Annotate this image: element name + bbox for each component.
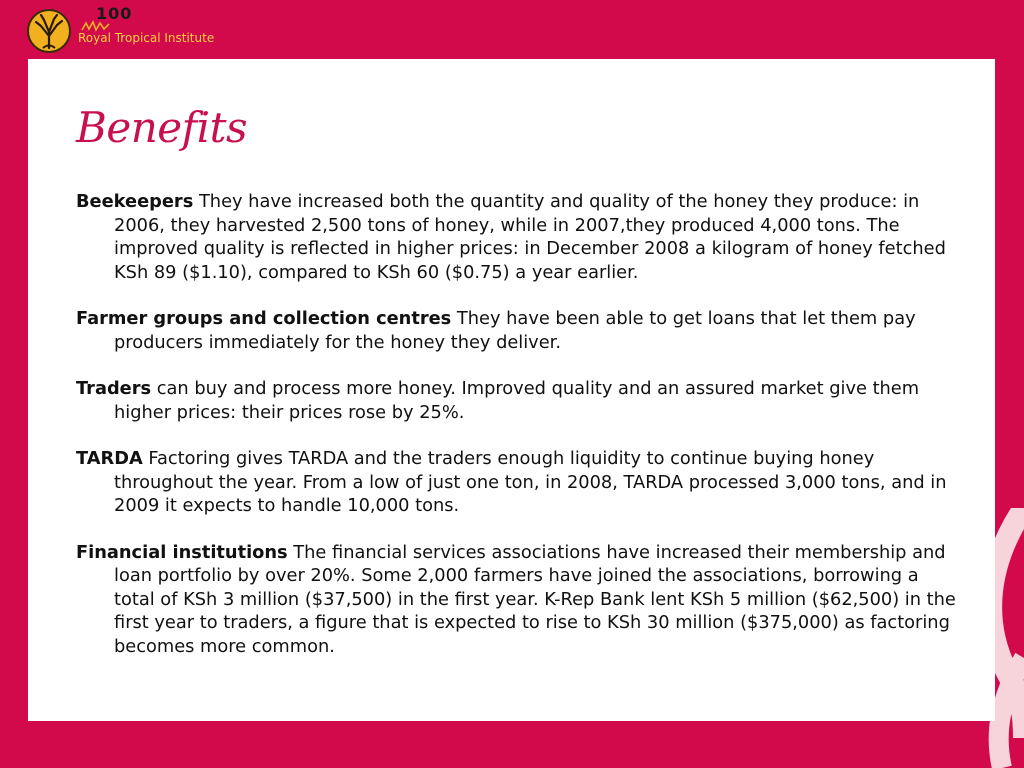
paragraph-heading: Financial institutions [76,541,288,563]
paragraph-tarda [76,447,956,518]
tree-emblem-icon [26,8,72,54]
slide-panel [28,59,995,721]
paragraph-traders [76,377,956,424]
institute-logo [26,6,226,54]
paragraph-heading: Beekeepers [76,191,194,212]
paragraph-beekeepers [76,190,956,284]
paragraph-heading: Traders [76,378,152,399]
paragraph-heading: Farmer groups and collection centres [76,308,452,329]
paragraph-heading: TARDA [76,448,143,469]
slide-title: Benefits [76,103,248,152]
institute-name: Royal Tropical Institute [78,31,215,45]
paragraph-farmer-groups [76,307,956,354]
paragraph-text: They have increased both the quantity and quality of the honey they produce: in 2006, they harvested 2,500 tons of honey, while in 2007,they produced 4,000 tons. The improved quality is reflected in higher prices: in December 2008 a kilogram of honey fetched KSh 89 ($1.10), compared to KSh 60 ($0.75) a year earlier. [114,191,946,283]
paragraph-text: can buy and process more honey. Improved quality and an assured market give them higher prices: their prices rose by 25%. [114,378,920,423]
slide-content [76,190,956,681]
anniversary-mark: 100 [96,4,133,23]
paragraph-text: They have been able to get loans that let them pay producers immediately for the honey they deliver. [114,308,916,353]
paragraph-text: The financial services associations have increased their membership and loan portfolio by over 20%. Some 2,000 farmers have joined the associations, borrowing a total of KSh 3 million ($37,500) in the first year. K-Rep Bank lent KSh 5 million ($62,500) in the first year to traders, a figure that is expected to rise to KSh 30 million ($375,000) as factoring becomes more common. [114,541,956,657]
paragraph-financial-institutions [76,541,956,659]
paragraph-text: Factoring gives TARDA and the traders enough liquidity to continue buying honey throughout the year. From a low of just one ton, in 2008, TARDA processed 3,000 tons, and in 2009 it expects to handle 10,000 tons. [114,448,947,516]
